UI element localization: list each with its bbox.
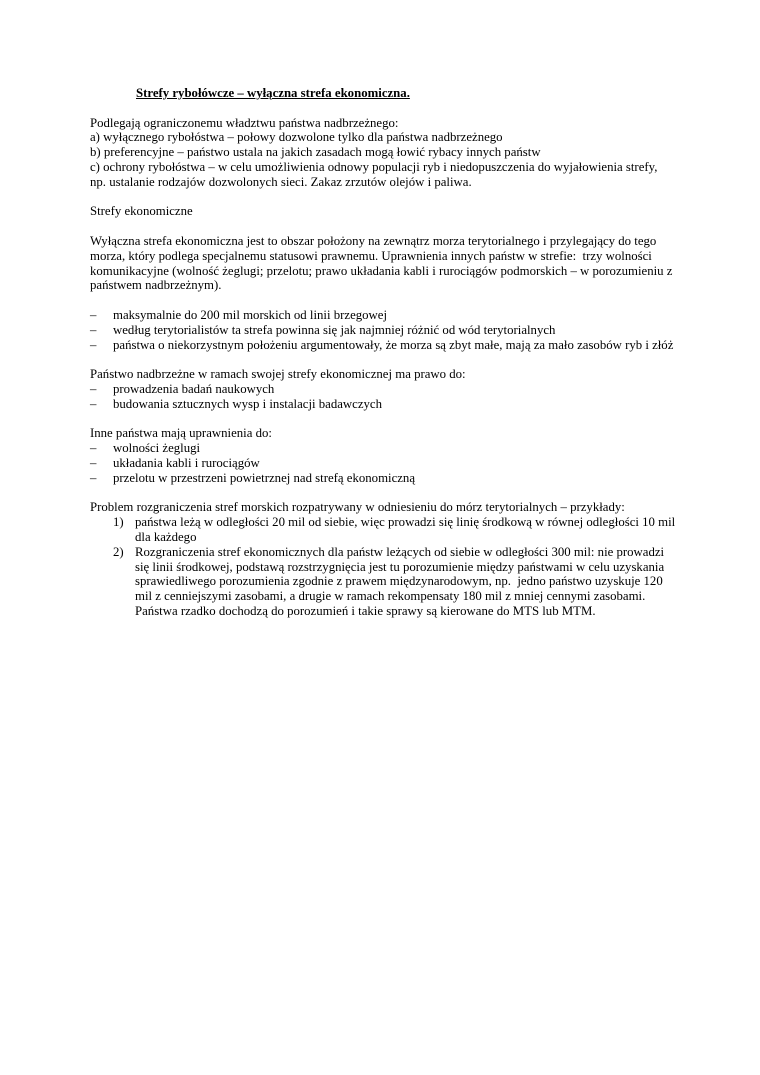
list-item-text: maksymalnie do 200 mil morskich od linii brzegowej — [113, 307, 388, 322]
list-item-text: według terytorialistów ta strefa powinna się jak najmniej różnić od wód terytorialnych — [113, 322, 556, 337]
dash-bullet: – — [90, 470, 97, 485]
delimitation-lead: Problem rozgraniczenia stref morskich rozpatrywany w odniesieniu do mórz terytorialnych – przykłady: — [90, 500, 625, 515]
fishing-zone-types-section — [90, 116, 676, 190]
document-title: Strefy rybołówcze – wyłączna strefa ekonomiczna. — [136, 86, 410, 100]
list-number: 2) — [113, 544, 124, 559]
fishing-zone-type-a: a) wyłącznego rybołóstwa – połowy dozwolone tylko dla państwa nadbrzeżnego — [90, 130, 503, 145]
list-item-text: państwa o niekorzystnym położeniu argumentowały, że morza są zbyt małe, mają za mało zasobów ryb i złóż — [113, 337, 674, 352]
eez-definition-paragraph: Wyłączna strefa ekonomiczna jest to obszar położony na zewnątrz morza terytorialnego i przylegający do tego morza, który podlega specjalnemu statusowi prawnemu. Uprawnienia innych państw w strefie: trzy wolności komunikacyjne (wolność żeglugi; przelotu; prawo układania kabli i rurociągów podmorskich – w porozumieniu z państwem nadbrzeżnym). — [90, 233, 676, 293]
delimitation-section — [90, 500, 679, 618]
fishing-zone-type-b: b) preferencyjne – państwo ustala na jakich zasadach mogą łowić rybacy innych państw — [90, 145, 541, 160]
dash-bullet: – — [90, 381, 97, 396]
eez-characteristics-list — [90, 308, 676, 352]
numbered-list-item — [90, 515, 679, 545]
list-item — [90, 397, 676, 412]
list-item-text: przelotu w przestrzeni powietrznej nad strefą ekonomiczną — [113, 470, 416, 485]
list-item-text: Rozgraniczenia stref ekonomicznych dla państw leżących od siebie w odległości 300 mil: nie prowadzi się linii środkowej, podstawą rozstrzygnięcia jest tu porozumienie między państwami w celu uzyskania sprawiedliwego porozumienia zgodnie z prawem międzynarodowym, np. jedno państwo uzyskuje 120 mil z cenniejszymi zasobami, a drugie w ramach rekompensaty 180 mil z mniej cennymi zasobami. Państwa rzadko dochodzą do porozumień i takie sprawy są kierowane do MTS lub MTM. — [135, 544, 668, 618]
list-item — [90, 323, 676, 338]
economic-zones-heading: Strefy ekonomiczne — [90, 204, 193, 219]
fishing-zone-types-lead: Podlegają ograniczonemu władztwu państwa nadbrzeżnego: — [90, 115, 399, 130]
list-item — [90, 338, 676, 353]
list-item — [90, 441, 676, 456]
dash-bullet: – — [90, 455, 97, 470]
list-item — [90, 456, 676, 471]
list-item-text: układania kabli i rurociągów — [113, 455, 260, 470]
list-number: 1) — [113, 515, 124, 530]
list-item-text: prowadzenia badań naukowych — [113, 381, 275, 396]
list-item — [90, 471, 676, 486]
dash-bullet: – — [90, 337, 97, 352]
list-item-text: budowania sztucznych wysp i instalacji badawczych — [113, 396, 382, 411]
document-content — [90, 86, 679, 619]
other-states-rights-lead: Inne państwa mają uprawnienia do: — [90, 426, 272, 441]
dash-bullet: – — [90, 307, 97, 322]
list-item — [90, 308, 676, 323]
coastal-state-rights-lead: Państwo nadbrzeżne w ramach swojej strefy ekonomicznej ma prawo do: — [90, 367, 466, 382]
dash-bullet: – — [90, 396, 97, 411]
dash-bullet: – — [90, 322, 97, 337]
numbered-list-item — [90, 545, 676, 619]
list-item-text: wolności żeglugi — [113, 441, 201, 456]
fishing-zone-type-c: c) ochrony rybołóstwa – w celu umożliwienia odnowy populacji ryb i niedopuszczenia do wyjałowienia strefy, np. ustalanie rodzajów dozwolonych sieci. Zakaz zrzutów olejów i paliwa. — [90, 159, 661, 189]
dash-bullet: – — [90, 441, 97, 456]
list-item — [90, 382, 676, 397]
coastal-state-rights-section — [90, 367, 676, 411]
other-states-rights-section — [90, 426, 676, 485]
list-item-text: państwa leżą w odległości 20 mil od siebie, więc prowadzi się linię środkową w równej odległości 10 mil dla każdego — [135, 515, 679, 544]
